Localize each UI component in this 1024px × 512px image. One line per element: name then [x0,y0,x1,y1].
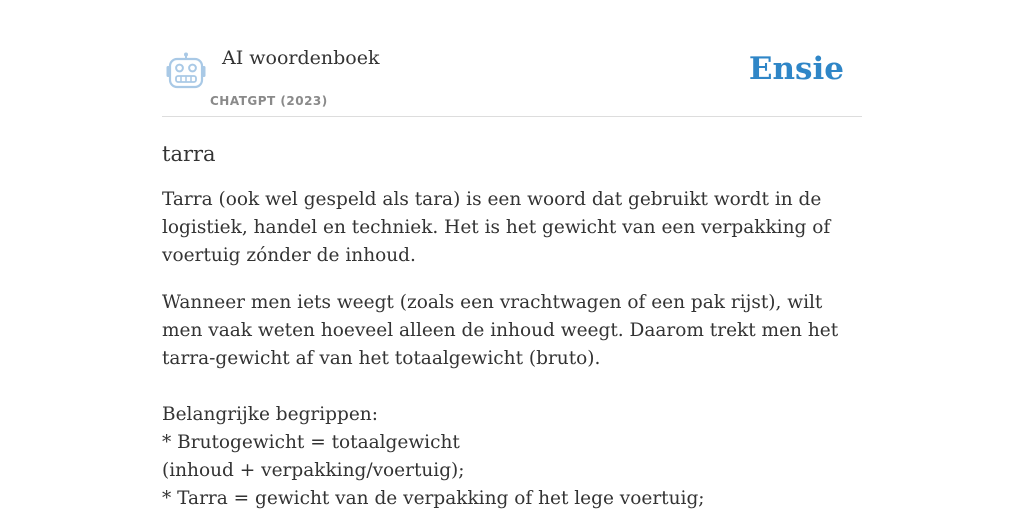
list-item: * Brutogewicht = totaalgewicht [162,432,460,453]
dictionary-entry [162,136,862,512]
ensie-logo-link[interactable]: Ensie [748,51,844,87]
dictionary-title[interactable]: AI woordenboek [222,47,380,69]
entry-paragraph: Wanneer men iets weegt (zoals een vrachtwagen of een pak rijst), wilt men vaak weten hoeveel alleen de inhoud weegt. Daarom trekt men het tarra-gewicht af van het totaalgewicht (bruto). [162,292,839,369]
list-item: * Tarra = gewicht van de verpakking of het lege voertuig; [162,488,705,509]
list-heading: Belangrijke begrippen: [162,404,378,425]
concepts-list [162,401,862,512]
list-item: (inhoud + verpakking/voertuig); [162,460,465,481]
robot-icon [166,52,206,90]
dictionary-header [162,40,862,117]
dictionary-source: CHATGPT (2023) [210,94,328,108]
entry-paragraph: Tarra (ook wel gespeld als tara) is een woord dat gebruikt wordt in de logistiek, handel en techniek. Het is het gewicht van een verpakking of voertuig zónder de inhoud. [162,189,831,266]
entry-title: tarra [162,142,216,166]
